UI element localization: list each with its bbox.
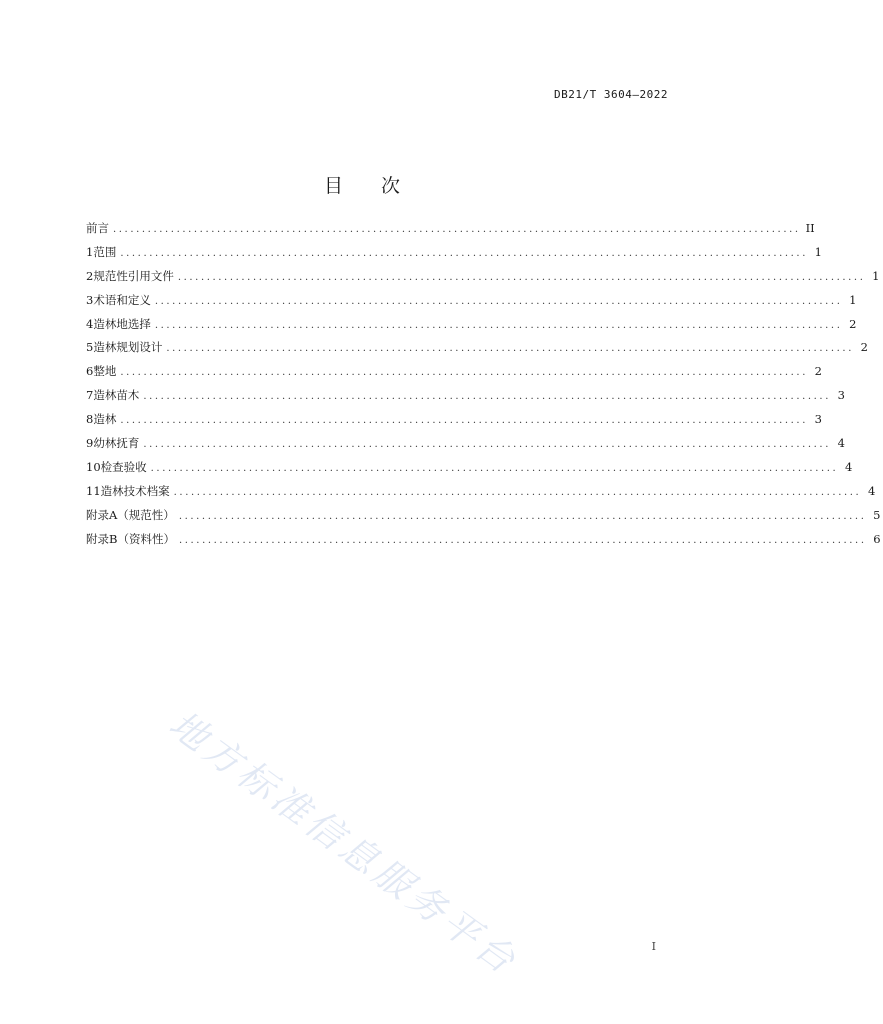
- toc-leader-dots: .......................................................................................................................: [177, 271, 866, 283]
- toc-entry-label: 规范性引用文件: [93, 268, 174, 283]
- toc-leader-dots: .......................................................................................................................: [120, 415, 808, 427]
- toc-entry-label: 前言: [86, 221, 109, 235]
- toc-entry-number: 1: [86, 244, 94, 259]
- page-number: I: [651, 940, 656, 953]
- toc-leader-dots: .......................................................................................................................: [120, 247, 808, 259]
- toc-entry-page: 2: [860, 340, 868, 355]
- toc-entry-page: 2: [849, 316, 857, 331]
- toc-entry-4[interactable]: [86, 314, 857, 338]
- title-char-1: 目: [323, 174, 343, 197]
- toc-entry-number: 10: [86, 459, 101, 474]
- toc-entry-number: 7: [86, 388, 94, 403]
- toc-entry-label: 造林苗木: [93, 388, 140, 403]
- toc-entry-page: 4: [837, 436, 845, 451]
- title-char-2: 次: [381, 174, 401, 197]
- toc-entry-2[interactable]: [86, 266, 880, 290]
- toc-entry-number: 2: [86, 268, 94, 283]
- toc-leader-dots: .......................................................................................................................: [150, 462, 839, 474]
- toc-entry-number: 3: [86, 292, 94, 307]
- toc-leader-dots: .......................................................................................................................: [166, 343, 854, 355]
- toc-entry-number: 5: [86, 340, 94, 355]
- toc-entry-9[interactable]: [86, 433, 845, 457]
- toc-entry-page: II: [805, 221, 815, 235]
- toc-entry-appendix-b[interactable]: [86, 529, 881, 553]
- toc-leader-dots: .......................................................................................................................: [178, 510, 867, 522]
- toc-entry-6[interactable]: [86, 361, 822, 385]
- toc-entry-number: 9: [86, 436, 94, 451]
- toc-entry-page: 3: [814, 412, 822, 427]
- toc-entry-page: 2: [814, 364, 822, 379]
- toc-leader-dots: .......................................................................................................................: [143, 439, 831, 451]
- toc-entry-label: 造林技术档案: [100, 483, 170, 498]
- toc-entry-page: 4: [844, 459, 853, 474]
- toc-entry-number: 4: [86, 316, 94, 331]
- toc-entry-10[interactable]: [86, 457, 853, 481]
- toc-entry-page: 6: [873, 531, 881, 546]
- toc-entry-number: 6: [86, 364, 94, 379]
- toc-entry-11[interactable]: [86, 481, 876, 505]
- toc-entry-label: 附录A（规范性）: [86, 507, 175, 522]
- toc-entry-page: 1: [814, 244, 822, 259]
- toc-leader-dots: .......................................................................................................................: [178, 534, 867, 546]
- toc-entry-3[interactable]: [86, 290, 857, 314]
- toc-entry-foreword[interactable]: [86, 218, 815, 242]
- toc-entry-page: 5: [873, 507, 881, 522]
- toc-leader-dots: .......................................................................................................................: [154, 319, 843, 331]
- toc-entry-8[interactable]: [86, 409, 822, 433]
- toc-entry-page: 1: [849, 292, 857, 307]
- toc-leader-dots: .......................................................................................................................: [173, 486, 862, 498]
- toc-entry-1[interactable]: [86, 242, 822, 266]
- table-of-contents: [86, 218, 881, 552]
- toc-entry-label: 造林规划设计: [93, 340, 163, 355]
- toc-leader-dots: .......................................................................................................................: [154, 295, 843, 307]
- toc-leader-dots: .......................................................................................................................: [113, 224, 801, 235]
- toc-entry-appendix-a[interactable]: [86, 505, 881, 529]
- toc-entry-label: 检查验收: [100, 459, 147, 474]
- toc-entry-label: 附录B（资料性）: [86, 531, 175, 546]
- toc-entry-label: 造林地选择: [93, 316, 151, 331]
- toc-entry-page: 3: [837, 388, 845, 403]
- toc-entry-label: 范围: [93, 244, 117, 259]
- toc-entry-label: 术语和定义: [93, 292, 151, 307]
- toc-entry-page: 4: [867, 483, 876, 498]
- toc-entry-number: 11: [86, 483, 101, 498]
- toc-entry-7[interactable]: [86, 385, 845, 409]
- toc-entry-page: 1: [872, 268, 880, 283]
- page-title: [0, 171, 724, 198]
- toc-entry-label: 整地: [93, 364, 117, 379]
- watermark: 地方标准信息服务平台: [161, 702, 527, 985]
- toc-entry-5[interactable]: [86, 337, 868, 361]
- toc-leader-dots: .......................................................................................................................: [120, 367, 808, 379]
- toc-leader-dots: .......................................................................................................................: [143, 391, 831, 403]
- toc-entry-label: 幼林抚育: [93, 436, 140, 451]
- toc-entry-number: 8: [86, 412, 94, 427]
- toc-entry-label: 造林: [93, 412, 117, 427]
- document-code: DB21/T 3604—2022: [554, 88, 668, 101]
